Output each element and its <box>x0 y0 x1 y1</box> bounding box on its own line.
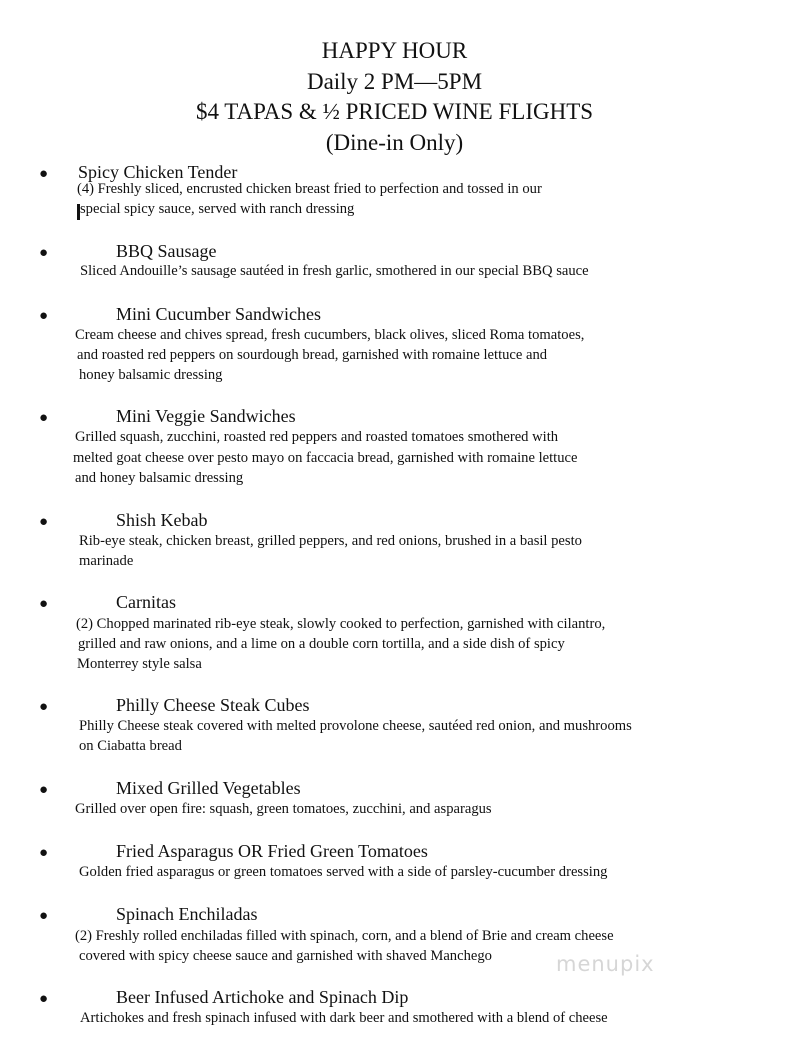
menu-item-name: Carnitas <box>116 592 176 612</box>
menu-item-description: Golden fried asparagus or green tomatoes served with a side of parsley-cucumber dressing <box>79 864 608 880</box>
header-title: HAPPY HOUR <box>321 38 468 63</box>
menu-item-name: Mini Veggie Sandwiches <box>116 406 296 426</box>
bullet-icon: ● <box>39 908 49 924</box>
menu-item-description: (2) Chopped marinated rib-eye steak, slowly cooked to perfection, garnished with cilantro, <box>76 616 606 632</box>
bullet-icon: ● <box>39 410 49 426</box>
header-hours: Daily 2 PM—5PM <box>306 68 483 94</box>
menu-item-description: Rib-eye steak, chicken breast, grilled peppers, and red onions, brushed in a basil pesto <box>79 533 582 549</box>
menu-item-description: Grilled squash, zucchini, roasted red peppers and roasted tomatoes smothered with <box>75 429 559 445</box>
bullet-icon: ● <box>39 699 49 715</box>
menupix-watermark: menupix <box>556 952 655 976</box>
header-note: (Dine-in Only) <box>325 129 464 155</box>
menu-header <box>0 36 789 158</box>
menu-item-description: covered with spicy cheese sauce and garnished with shaved Manchego <box>79 948 492 964</box>
menu-item-name: Fried Asparagus OR Fried Green Tomatoes <box>116 841 428 861</box>
menu-item-description: Monterrey style salsa <box>77 656 202 672</box>
bullet-icon: ● <box>39 308 49 324</box>
menu-item-description: Cream cheese and chives spread, fresh cucumbers, black olives, sliced Roma tomatoes, <box>75 327 585 343</box>
bullet-icon: ● <box>39 845 49 861</box>
menu-item-name: Mini Cucumber Sandwiches <box>116 304 321 324</box>
menu-item-description: (2) Freshly rolled enchiladas filled with spinach, corn, and a blend of Brie and cream cheese <box>75 928 614 944</box>
menu-item-description: Philly Cheese steak covered with melted provolone cheese, sautéed red onion, and mushrooms <box>79 718 632 734</box>
bullet-icon: ● <box>39 991 49 1007</box>
menu-item-name: Spicy Chicken Tender <box>78 162 238 182</box>
bullet-icon: ● <box>39 166 49 182</box>
menu-item-name: Philly Cheese Steak Cubes <box>116 695 310 715</box>
text-cursor <box>77 204 80 220</box>
menu-item-description: Artichokes and fresh spinach infused with dark beer and smothered with a blend of cheese <box>80 1010 608 1026</box>
menu-item-description: marinade <box>79 553 134 569</box>
menu-item-description: Sliced Andouille’s sausage sautéed in fresh garlic, smothered in our special BBQ sauce <box>80 263 589 279</box>
menu-item-description: honey balsamic dressing <box>79 367 223 383</box>
bullet-icon: ● <box>39 514 49 530</box>
menu-item-name: Beer Infused Artichoke and Spinach Dip <box>116 987 409 1007</box>
menu-item-description: and honey balsamic dressing <box>75 470 244 486</box>
bullet-icon: ● <box>39 596 49 612</box>
menu-item-description: special spicy sauce, served with ranch dressing <box>80 201 355 217</box>
menu-item-description: (4) Freshly sliced, encrusted chicken breast fried to perfection and tossed in our <box>77 181 542 197</box>
header-offer: $4 TAPAS & ½ PRICED WINE FLIGHTS <box>195 99 594 124</box>
bullet-icon: ● <box>39 245 49 261</box>
menu-item-description: melted goat cheese over pesto mayo on faccacia bread, garnished with romaine lettuce <box>73 450 578 466</box>
menu-item-description: and roasted red peppers on sourdough bread, garnished with romaine lettuce and <box>77 347 548 363</box>
menu-item-description: Grilled over open fire: squash, green tomatoes, zucchini, and asparagus <box>75 801 492 817</box>
menu-item-name: Spinach Enchiladas <box>116 904 258 924</box>
menu-item-name: BBQ Sausage <box>116 241 217 261</box>
menu-item-name: Mixed Grilled Vegetables <box>116 778 301 798</box>
menu-item-description: grilled and raw onions, and a lime on a double corn tortilla, and a side dish of spicy <box>78 636 565 652</box>
menu-item-description: on Ciabatta bread <box>79 738 182 754</box>
menu-item-name: Shish Kebab <box>116 510 208 530</box>
bullet-icon: ● <box>39 782 49 798</box>
